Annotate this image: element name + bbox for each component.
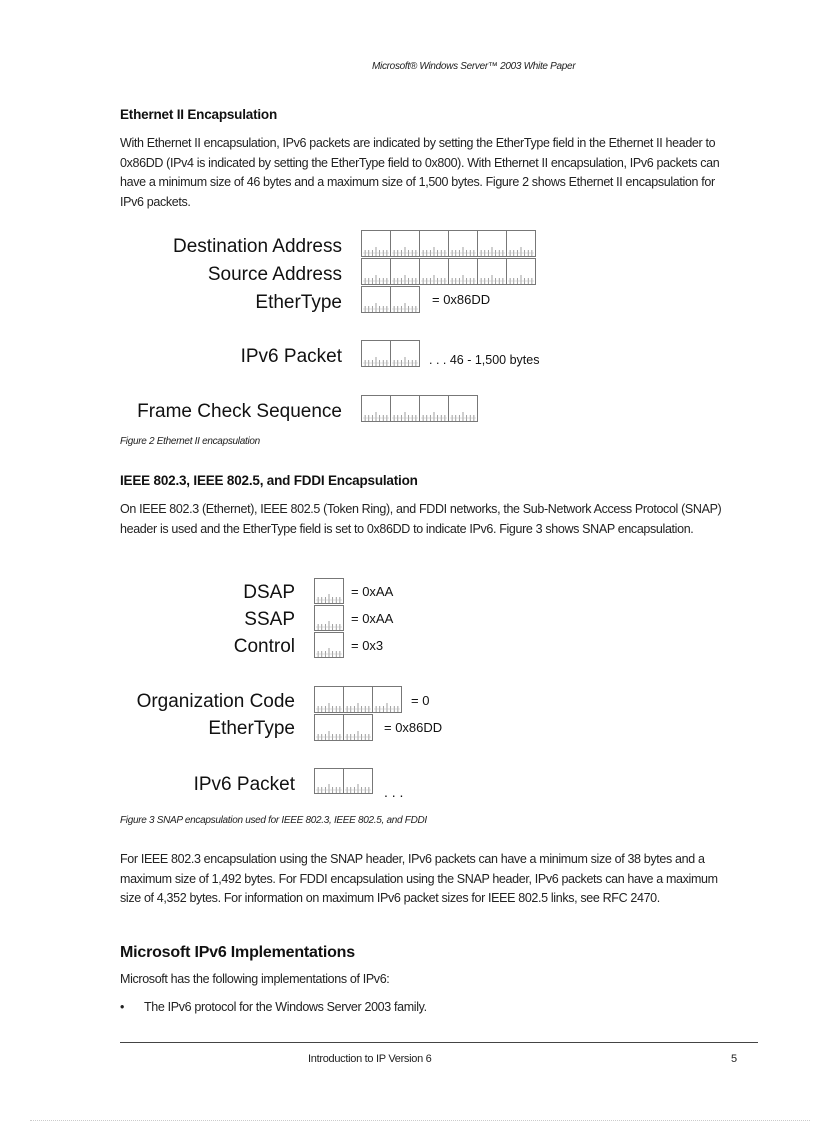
field-label-snap-ethertype: EtherType: [208, 718, 295, 739]
paragraph-ethernet: With Ethernet II encapsulation, IPv6 packets are indicated by setting the EtherType field in the Ethernet II header to 0x86DD (IPv4 is indicated by setting the EtherType field to 0x800). With Ethernet II encapsulation, IPv6 packets can have a minimum size of 46 bytes and a maximum size of 1,500 bytes. Figure 2 shows Ethernet II encapsulation for IPv6 packets.: [120, 136, 720, 209]
field-row-ssap: [244, 606, 393, 631]
byte-boxes: [315, 687, 402, 713]
byte-boxes: [315, 606, 344, 631]
field-row-frame-check-sequence: [137, 396, 477, 423]
byte-boxes: [362, 396, 478, 422]
field-row-ethertype: [255, 287, 490, 314]
field-label-destination-address: Destination Address: [173, 236, 342, 257]
field-note-ethertype: = 0x86DD: [432, 292, 491, 307]
field-row-organization-code: [137, 687, 430, 713]
list-item-text: The IPv6 protocol for the Windows Server 2003 family.: [144, 1000, 427, 1014]
field-label-ipv6-packet: IPv6 Packet: [240, 346, 342, 367]
page-number: 5: [731, 1053, 738, 1065]
list-item: [120, 1000, 427, 1014]
field-row-dsap: [243, 579, 393, 604]
field-row-destination-address: [173, 231, 536, 258]
byte-boxes: [362, 259, 536, 285]
field-row-snap-ipv6-packet: [194, 769, 404, 801]
field-note-ssap: = 0xAA: [351, 611, 394, 626]
field-label-ssap: SSAP: [244, 609, 295, 630]
section-heading-ethernet: Ethernet II Encapsulation: [120, 107, 278, 122]
field-note-snap-ethertype: = 0x86DD: [384, 720, 443, 735]
bullet-icon: •: [120, 1000, 125, 1014]
field-note-organization-code: = 0: [411, 693, 430, 708]
field-row-control: [234, 633, 383, 658]
implementations-intro: Microsoft has the following implementations of IPv6:: [120, 972, 390, 986]
field-label-control: Control: [233, 636, 295, 657]
field-note-dsap: = 0xAA: [351, 584, 394, 599]
section-heading-ieee: IEEE 802.3, IEEE 802.5, and FDDI Encapsulation: [120, 473, 418, 488]
byte-boxes: [362, 341, 420, 367]
field-label-source-address: Source Address: [207, 264, 342, 285]
field-label-organization-code: Organization Code: [136, 691, 295, 712]
page-edge-divider: [30, 1120, 810, 1121]
figure-3-diagram: [0, 575, 816, 810]
byte-boxes: [362, 231, 536, 257]
byte-boxes: [315, 579, 344, 604]
field-label-ethertype: EtherType: [255, 292, 342, 313]
field-label-frame-check-sequence: Frame Check Sequence: [137, 401, 342, 422]
field-row-ipv6-packet: [241, 341, 540, 368]
byte-boxes: [362, 287, 420, 313]
byte-boxes: [315, 715, 373, 741]
field-label-snap-ipv6-packet: IPv6 Packet: [193, 774, 295, 795]
figure-2-diagram: [0, 224, 816, 434]
field-note-snap-ipv6-packet: . . .: [384, 784, 404, 800]
footer-title: Introduction to IP Version 6: [308, 1053, 432, 1065]
field-row-snap-ethertype: [208, 715, 442, 741]
byte-boxes: [315, 769, 373, 794]
field-row-source-address: [208, 259, 536, 286]
byte-boxes: [315, 633, 344, 658]
field-note-control: = 0x3: [351, 638, 384, 653]
field-note-ipv6-packet: . . . 46 - 1,500 bytes: [429, 353, 540, 367]
running-header: Microsoft® Windows Server™ 2003 White Paper: [372, 61, 576, 72]
figure-2-caption: Figure 2 Ethernet II encapsulation: [120, 436, 260, 447]
field-label-dsap: DSAP: [243, 582, 295, 603]
paragraph-ieee: On IEEE 802.3 (Ethernet), IEEE 802.5 (Token Ring), and FDDI networks, the Sub-Network Access Protocol (SNAP) header is used and the EtherType field is set to 0x86DD to indicate IPv6. Figure 3 shows SNAP encapsulation.: [120, 502, 722, 536]
footer-rule: [120, 1042, 758, 1043]
section-heading-implementations: Microsoft IPv6 Implementations: [120, 944, 355, 961]
figure-3-caption: Figure 3 SNAP encapsulation used for IEEE 802.3, IEEE 802.5, and FDDI: [120, 815, 427, 826]
paragraph-sizes: For IEEE 802.3 encapsulation using the SNAP header, IPv6 packets can have a minimum size of 38 bytes and a maximum size of 1,492 bytes. For FDDI encapsulation using the SNAP header, IPv6 packets can have a maximum size of 4,352 bytes. For information on maximum IPv6 packet sizes for IEEE 802.5 links, see RFC 2470.: [120, 852, 718, 905]
